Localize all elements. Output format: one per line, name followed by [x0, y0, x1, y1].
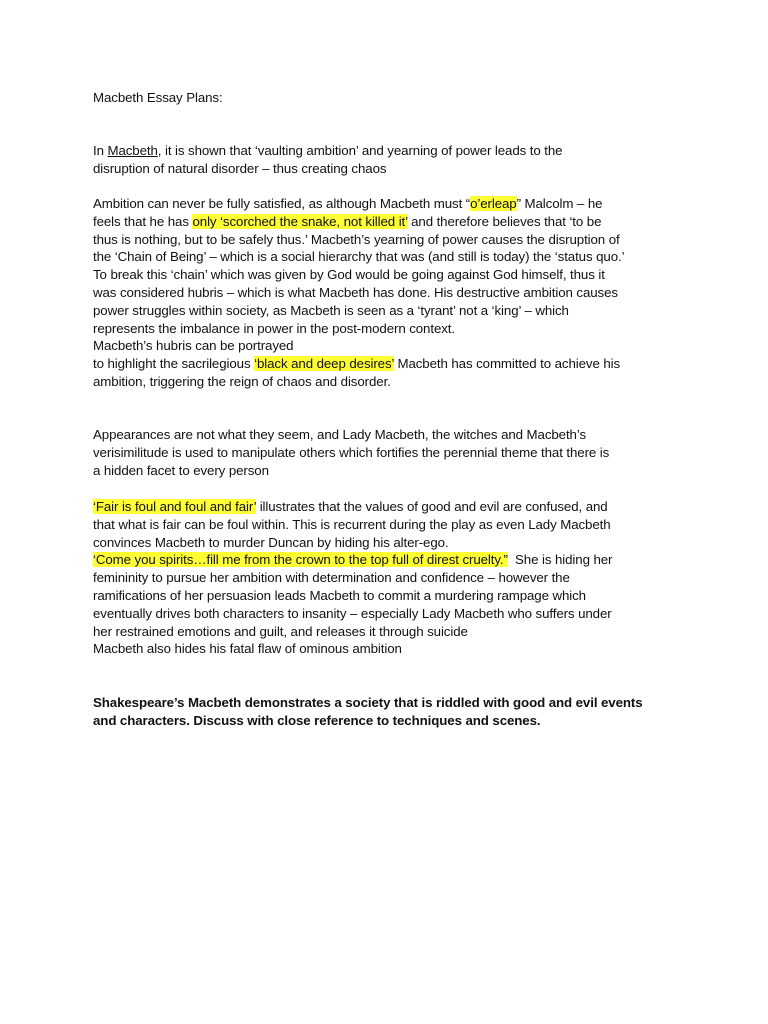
ambition-line-11: ambition, triggering the reign of chaos and disorder. — [93, 373, 391, 389]
appearances-line-3: a hidden facet to every person — [93, 462, 269, 478]
highlighted-quote: ‘Fair is foul and foul and fair’ — [93, 499, 257, 514]
ambition-line-8: represents the imbalance in power in the post-modern context. — [93, 320, 455, 336]
ambition-line-7: power struggles within society, as Macbeth is seen as a ‘tyrant’ not a ‘king’ – which — [93, 302, 569, 318]
fair-line-6: ramifications of her persuasion leads Macbeth to commit a murdering rampage which — [93, 587, 586, 603]
fair-line-5: femininity to pursue her ambition with determination and confidence – however the — [93, 570, 570, 586]
fair-line-1 — [93, 498, 683, 516]
highlighted-quote: ‘Come you spirits…fill me from the crown to the top full of direst cruelty.” — [93, 552, 508, 568]
ambition-line-3: thus is nothing, but to be safely thus.’ Macbeth’s yearning of power causes the disruption of — [93, 231, 620, 247]
appearances-line-1: Appearances are not what they seem, and Lady Macbeth, the witches and Macbeth’s — [93, 427, 587, 442]
fair-line-8: her restrained emotions and guilt, and releases it through suicide — [93, 623, 468, 639]
fair-text: She is hiding her — [507, 552, 613, 568]
intro-line-1 — [93, 142, 683, 160]
ambition-paragraph — [93, 195, 683, 391]
ambition-text: Ambition can never be fully satisfied, as although Macbeth must “ — [93, 196, 471, 211]
intro-line-2: disruption of natural disorder – thus creating chaos — [93, 160, 387, 176]
fair-line-4 — [93, 551, 683, 569]
intro-paragraph — [93, 142, 683, 178]
fair-line-3: convinces Macbeth to murder Duncan by hiding his alter-ego. — [93, 534, 449, 550]
appearances-paragraph — [93, 426, 683, 479]
fair-line-7: eventually drives both characters to insanity – especially Lady Macbeth who suffers under — [93, 605, 612, 621]
ambition-line-9: Macbeth’s hubris can be portrayed — [93, 338, 294, 354]
ambition-text: to highlight the sacrilegious — [93, 356, 255, 372]
highlighted-quote: o’erleap — [470, 196, 517, 211]
ambition-text: and therefore believes that ‘to be — [407, 213, 602, 229]
intro-text: , it is shown that ‘vaulting ambition’ and yearning of power leads to the — [157, 143, 563, 158]
ambition-text: feels that he has — [93, 213, 193, 229]
intro-text: In — [93, 143, 108, 158]
fair-paragraph — [93, 498, 683, 658]
question-line-2: and characters. Discuss with close reference to techniques and scenes. — [93, 712, 541, 728]
appearances-line-2: verisimilitude is used to manipulate others which fortifies the perennial theme that there is — [93, 444, 610, 460]
ambition-line-6: was considered hubris – which is what Macbeth has done. His destructive ambition causes — [93, 284, 618, 300]
question-line-1: Shakespeare’s Macbeth demonstrates a society that is riddled with good and evil events — [93, 695, 643, 710]
ambition-line-5: To break this ‘chain’ which was given by God would be going against God himself, thus it — [93, 267, 605, 283]
highlighted-quote: only ‘scorched the snake, not killed it’ — [192, 213, 408, 229]
play-title-underlined: Macbeth — [107, 143, 158, 158]
ambition-line-1 — [93, 195, 683, 213]
ambition-text: Macbeth has committed to achieve his — [393, 356, 621, 372]
fair-text: illustrates that the values of good and evil are confused, and — [256, 499, 608, 514]
essay-question — [93, 694, 683, 730]
ambition-line-4: the ‘Chain of Being’ – which is a social hierarchy that was (and still is today) the ‘status quo.’ — [93, 249, 625, 265]
highlighted-quote: ‘black and deep desires’ — [254, 356, 394, 372]
ambition-line-2 — [93, 213, 683, 231]
ambition-text: ” Malcolm – he — [516, 196, 603, 211]
document-title: Macbeth Essay Plans: — [93, 90, 223, 105]
fair-line-9: Macbeth also hides his fatal flaw of ominous ambition — [93, 641, 402, 657]
ambition-line-10 — [93, 355, 683, 373]
fair-line-2: that what is fair can be foul within. This is recurrent during the play as even Lady Macbeth — [93, 516, 611, 532]
